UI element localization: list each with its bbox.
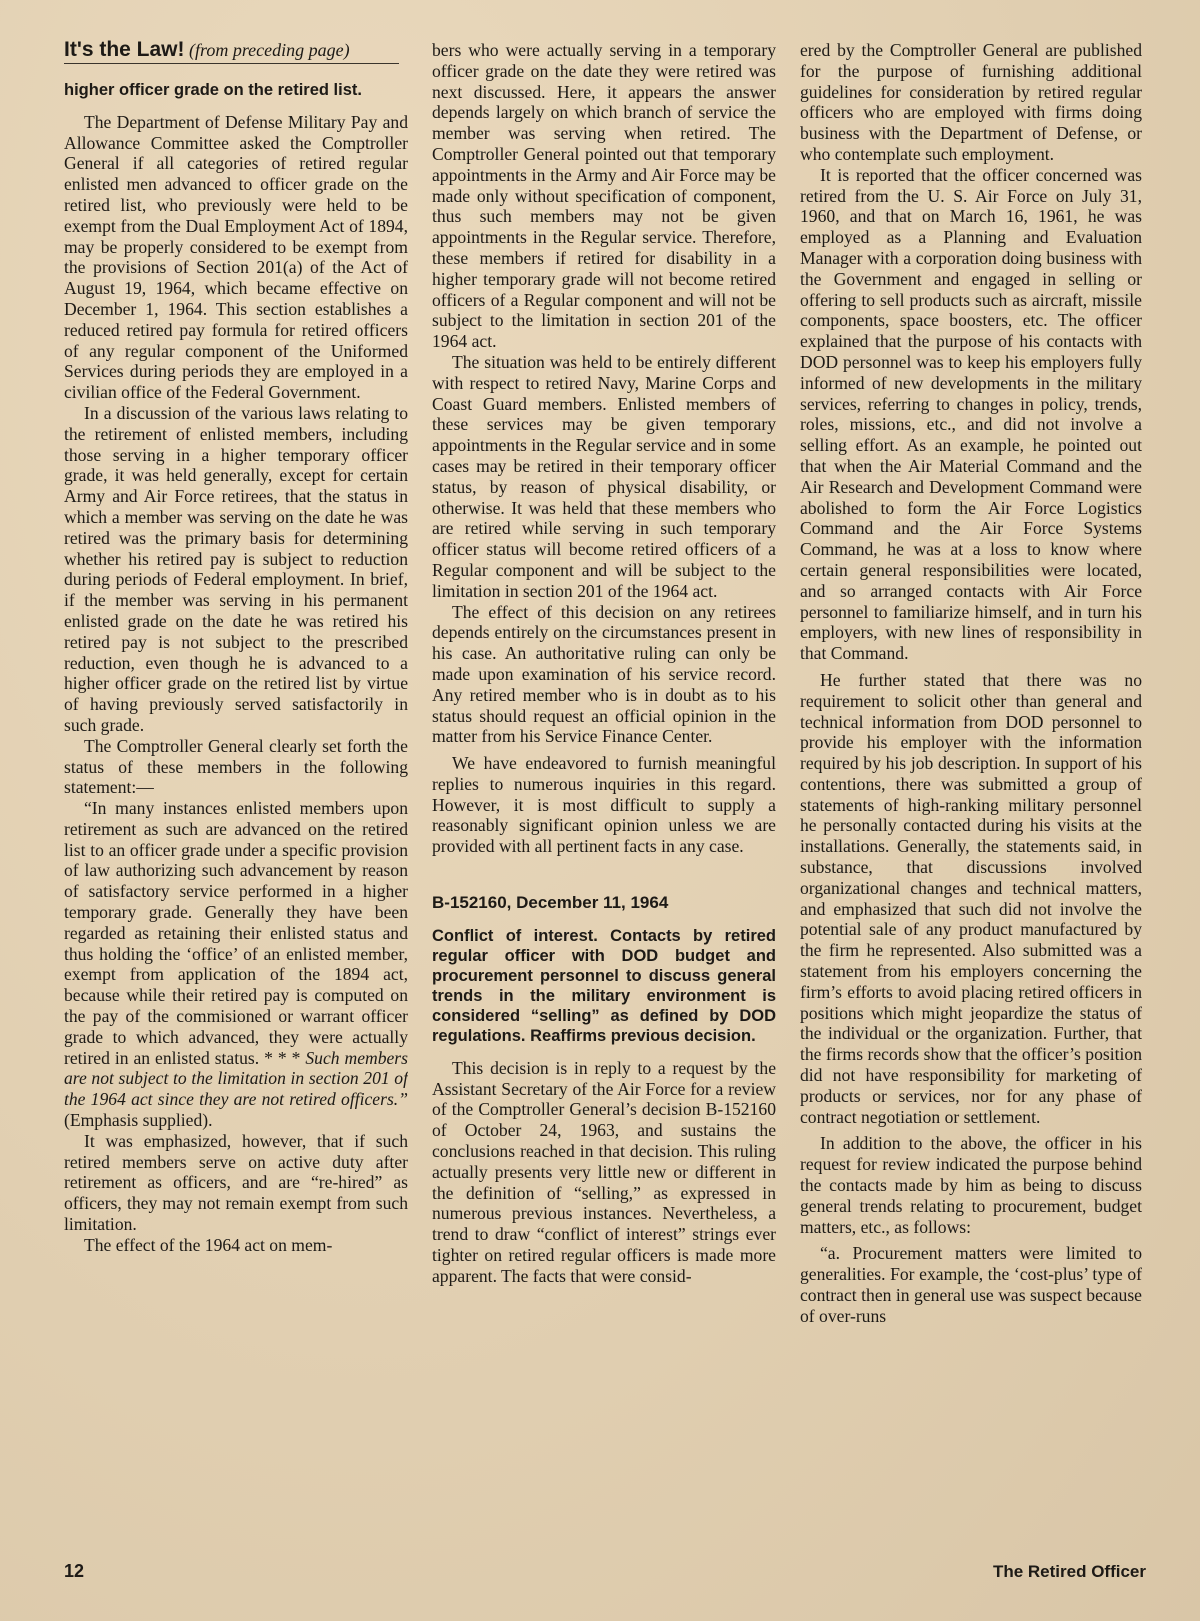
column-2 [432,40,776,1530]
page-number: 12 [64,1561,85,1581]
paragraph: bers who were actually serving in a temporary officer grade on the date they were retired was next discussed. Here, it appears the answer depends largely on which branch of service the member was serving when retired. The Comptroller General pointed out that temporary appointments in the Army and Air Force may be made only without specification of component, thus such members may not be given appointments in the Regular service. Therefore, these members if retired for disability in a higher temporary grade will not become retired officers of a Regular component and will not be subject to the limitation in section 201 of the 1964 act. [432,40,776,352]
column-1 [64,40,408,1530]
paragraph: “a. Procurement matters were limited to generalities. For example, the ‘cost-plus’ type of contract then in general use was suspect because of over-runs [800,1243,1142,1326]
continuation-header [64,40,408,61]
paragraph: The effect of the 1964 act on mem- [84,1234,333,1255]
paragraph: It was emphasized, however, that if such retired members serve on active duty after retirement as officers, and are “re-hired” as officers, they may not remain exempt from such limitation. [64,1130,408,1235]
paragraph: The Department of Defense Military Pay and Allowance Committee asked the Comptroller General if all categories of retired regular enlisted men advanced to officer grade on the retired list, who previously were held to be exempt from the Dual Employment Act of 1894, may be properly considered to be exempt from the provisions of Section 201(a) of the Act of August 19, 1964, which became effective on December 1, 1964. This section establishes a reduced retired pay formula for retired officers of any regular component of the Uniformed Services during periods they are employed in a civilian office of the Federal Government. [64,111,408,403]
paragraph: The situation was held to be entirely different with respect to retired Navy, Marine Corps and Coast Guard members. Enlisted members of these services may be given temporary appointments in the Regular service and in some cases may be retired in their temporary officer status, by reason of physical disability, or otherwise. It was held that these members who are retired while serving in such temporary officer status will become retired officers of a Regular component and will be subject to the limitation in section 201 of the 1964 act. [432,351,776,601]
run-in-heading: higher officer grade on the retired list. [64,80,362,99]
section-title: It's the Law! [64,40,185,61]
paragraph: This decision is in reply to a request by the Assistant Secretary of the Air Force for a review of the Comptroller General’s decision B-152160 of October 24, 1963, and sustains the conclusions reached in that decision. This ruling actually presents very little new or different in the definition of “selling,” as expressed in numerous previous instances. Nevertheless, a trend to draw “conflict of interest” strings ever tighter on retired regular officers is made more apparent. The facts that were consid- [432,1057,776,1286]
case-summary: Conflict of interest. Contacts by retired regular officer with DOD budget and procurement personnel to discuss general trends in the military environment is considered “selling” as defined by DOD regulations. Reaffirms previous decision. [432,926,776,1045]
quote-paragraph [64,798,408,1131]
paragraph: ered by the Comptroller General are published for the purpose of furnishing additional guidelines for consideration by retired regular officers who are employed with firms doing business with the Department of Defense, or who contemplate such employment. [800,40,1142,164]
case-heading: B-152160, December 11, 1964 [432,893,669,913]
paragraph: It is reported that the officer concerned was retired from the U. S. Air Force on July 31, 1960, and that on March 16, 1961, he was employed as a Planning and Evaluation Manager with a corporation doing business with the Government and engaged in selling or offering to sell products such as aircraft, missile components, space boosters, etc. The officer explained that the purpose of his contacts with DOD personnel was to keep his employers fully informed of new developments in the military services, referring to changes in policy, trends, roles, missions, etc., and did not involve a selling effort. As an example, he pointed out that when the Air Material Command and the Air Research and Development Command were abolished to form the Air Force Logistics Command and the Air Force Systems Command, he was at a loss to know where certain general responsibilities were located, and so arranged contacts with Air Force personnel to familiarize himself, and in turn his employers, with new lines of responsibility in that Command. [800,164,1142,664]
paragraph: He further stated that there was no requirement to solicit other than general and technical information from DOD personnel to provide his employer with the information required by his job description. In support of his contentions, there was submitted a group of statements of high-ranking military personnel he personally contacted during his visits at the installations. Generally, the statements said, in substance, that discussions involved organizational changes and technical matters, and emphasized that such did not involve the potential sale of any product manufactured by the firm he represented. Also submitted was a statement from his employers concerning the firm’s efforts to avoid placing retired officers in positions which might jeopardize the status of the individual or the organization. Further, that the firms records show that the officer’s position did not have responsibility for marketing of products or services, nor for any phase of contract negotiation or settlement. [800,669,1142,1127]
paragraph: The Comptroller General clearly set forth the status of these members in the following statement:— [64,735,408,798]
continuation-note: (from preceding page) [189,40,350,60]
paragraph: We have endeavored to furnish meaningful replies to numerous inquiries in this regard. However, it is most difficult to supply a reasonably significant opinion unless we are provided with all pertinent facts in any case. [432,753,776,857]
publication-name: The Retired Officer [992,1562,1146,1581]
quote-text: “In many instances enlisted members upon retirement as such are advanced on the retired list to an officer grade under a specific provision of law authorizing such advancement by reason of satisfactory service performed in a higher temporary grade. Generally they have been regarded as retaining their enlisted status and thus holding the ‘office’ of an enlisted member, exempt from application of the 1894 act, because while their retired pay is computed on the pay of the commisioned or warrant officer grade to which advanced, they were actually retired in an enlisted status. * * * [64,798,408,1068]
column-3 [800,40,1142,1530]
paragraph: In a discussion of the various laws relating to the retirement of enlisted members, including those serving in a higher temporary officer grade, it was held generally, except for certain Army and Air Force retirees, that the status in which a member was serving on the date he was retired was the primary basis for determining whether his retired pay is subject to reduction during periods of Federal employment. In brief, if the member was serving in his permanent enlisted grade on the date he was retired his retired pay is not subject to the prescribed reduction, even though he is advanced to a higher officer grade on the retired list by virtue of having previously served satisfactorily in such grade. [64,402,408,735]
paragraph: In addition to the above, the officer in his request for review indicated the purpose behind the contacts made by him as being to discuss general trends relating to procurement, budget matters, etc., as follows: [800,1133,1142,1237]
quote-emphasis: Such members are not subject to the limitation in section 201 of the 1964 act since they are not retired officers.” [64,1047,408,1110]
paragraph: The effect of this decision on any retirees depends entirely on the circumstances present in his case. An authoritative ruling can only be made upon examination of his service record. Any retired member who is in doubt as to his status should request an official opinion in the matter from his Service Finance Center. [432,601,776,747]
header-rule [64,63,399,64]
quote-note: (Emphasis supplied). [64,1110,213,1131]
